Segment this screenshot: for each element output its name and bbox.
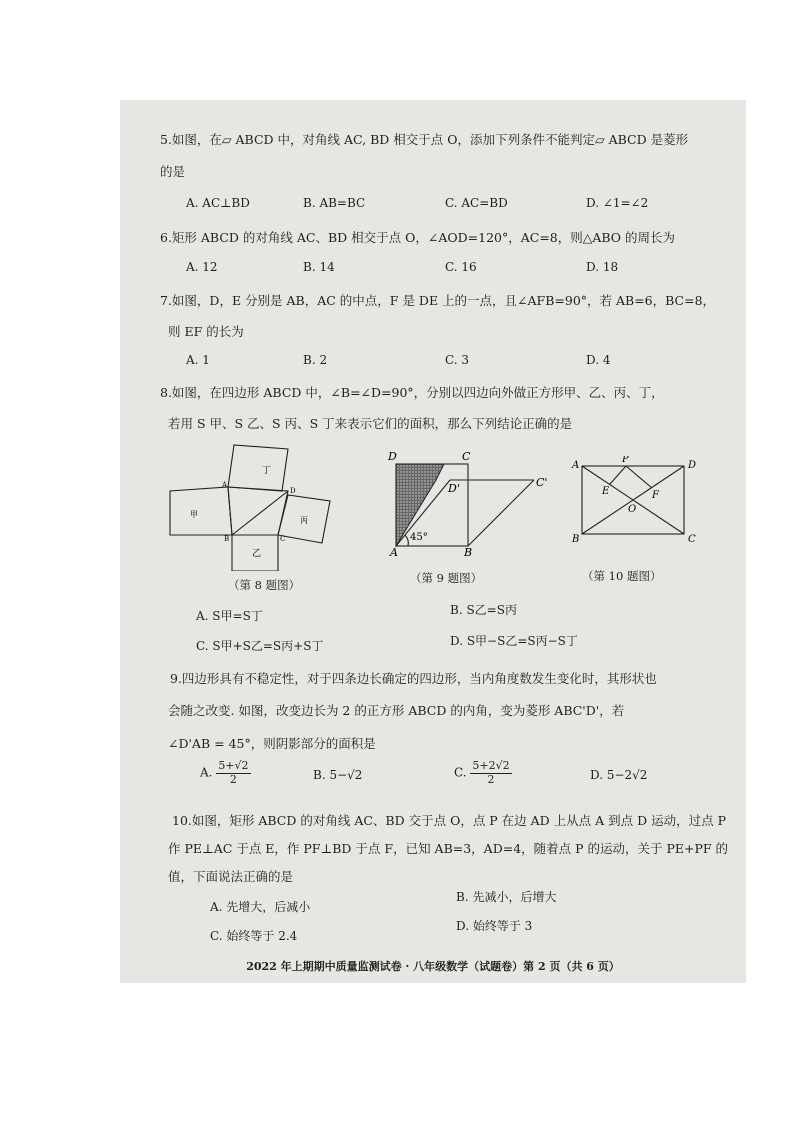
q5-stem-line2: 的是 xyxy=(160,164,186,179)
q7-option-b: B. 2 xyxy=(303,353,328,367)
label-a: A xyxy=(390,546,398,558)
square-ding xyxy=(228,445,288,491)
label-f: F xyxy=(652,490,659,501)
exam-page xyxy=(120,100,746,983)
quadrilateral-abcd xyxy=(228,487,288,535)
q10-stem-line3: 值，下面说法正确的是 xyxy=(168,869,294,884)
square-jia xyxy=(170,487,232,535)
label-a: A xyxy=(572,460,580,471)
q5-option-d: D. ∠1=∠2 xyxy=(586,196,649,210)
q8-option-d: D. S甲−S乙=S丙−S丁 xyxy=(450,634,578,648)
q9-option-b: B. 5−√2 xyxy=(313,768,363,782)
q8-option-c: C. S甲+S乙=S丙+S丁 xyxy=(196,639,324,653)
q6-option-a: A. 12 xyxy=(186,260,218,274)
figure-8-caption: （第 8 题图） xyxy=(228,578,301,592)
figure-8-squares xyxy=(166,443,336,571)
label-ding: 丁 xyxy=(262,466,272,476)
label-b: B xyxy=(224,535,230,543)
q10-stem-line1: 10.如图，矩形 ABCD 的对角线 AC、BD 交于点 O，点 P 在边 AD 上从点 A 到点 D 运动，过点 P xyxy=(172,813,727,828)
figure-10-caption: （第 10 题图） xyxy=(582,569,662,583)
q7-stem-line2: 则 EF 的长为 xyxy=(168,324,244,339)
q5-option-c: C. AC=BD xyxy=(445,196,508,210)
q5-option-a: A. AC⊥BD xyxy=(186,196,250,210)
label-d: D xyxy=(290,487,296,495)
q6-option-d: D. 18 xyxy=(586,260,619,274)
q9-stem-line3: ∠D'AB = 45°，则阴影部分的面积是 xyxy=(168,736,376,751)
q9-option-a-numerator: 5+√2 xyxy=(218,759,249,772)
q9-option-a-denominator: 2 xyxy=(229,772,237,786)
label-c-prime: C' xyxy=(536,476,548,489)
label-a: A xyxy=(222,481,228,489)
page-footer: 2022 年上期期中质量监测试卷 · 八年级数学（试题卷）第 2 页（共 6 页） xyxy=(246,960,620,973)
q10-stem-line2: 作 PE⊥AC 于点 E，作 PF⊥BD 于点 F，已知 AB=3，AD=4，随着点 P 的运动，关于 PE+PF 的 xyxy=(168,841,729,856)
label-p: P xyxy=(622,456,629,465)
q9-option-c xyxy=(454,760,512,786)
label-bing: 丙 xyxy=(300,516,308,525)
label-angle-45: 45° xyxy=(410,532,428,543)
q6-option-c: C. 16 xyxy=(445,260,477,274)
q9-stem-line2: 会随之改变. 如图，改变边长为 2 的正方形 ABCD 的内角，变为菱形 ABC'D'，若 xyxy=(168,703,625,718)
q10-option-b: B. 先减小，后增大 xyxy=(456,890,557,904)
q9-option-c-numerator: 5+2√2 xyxy=(472,759,510,772)
label-d-prime: D' xyxy=(448,482,460,495)
q7-option-d: D. 4 xyxy=(586,353,611,367)
q9-option-c-denominator: 2 xyxy=(487,772,495,786)
q8-option-a: A. S甲=S丁 xyxy=(196,609,263,623)
label-c: C xyxy=(280,535,286,543)
q9-option-a xyxy=(200,760,251,786)
label-c: C xyxy=(462,450,471,463)
q7-stem-line1: 7.如图，D，E 分别是 AB，AC 的中点，F 是 DE 上的一点，且∠AFB=90°，若 AB=6，BC=8， xyxy=(160,293,716,308)
q9-stem-line1: 9.四边形具有不稳定性，对于四条边长确定的四边形，当内角度数发生变化时，其形状也 xyxy=(170,671,657,686)
q8-option-b: B. S乙=S丙 xyxy=(450,603,517,617)
q6-option-b: B. 14 xyxy=(303,260,335,274)
label-b: B xyxy=(572,534,580,545)
label-e: E xyxy=(602,486,610,497)
q10-option-d: D. 始终等于 3 xyxy=(456,919,533,933)
q9-option-a-label: A. xyxy=(200,765,213,780)
label-c: C xyxy=(688,534,696,545)
label-yi: 乙 xyxy=(252,549,262,559)
q5-option-b: B. AB=BC xyxy=(303,196,366,210)
q7-option-a: A. 1 xyxy=(186,353,210,367)
figure-10-rectangle xyxy=(570,456,700,550)
q7-option-c: C. 3 xyxy=(445,353,470,367)
q9-option-c-fraction xyxy=(470,760,511,786)
label-jia: 甲 xyxy=(190,510,198,519)
label-d: D xyxy=(688,460,697,471)
q5-stem-line1: 5.如图，在▱ ABCD 中，对角线 AC, BD 相交于点 O，添加下列条件不能判定▱ ABCD 是菱形 xyxy=(160,132,689,147)
q10-option-c: C. 始终等于 2.4 xyxy=(210,929,298,943)
q8-stem-line2: 若用 S 甲、S 乙、S 丙、S 丁来表示它们的面积，那么下列结论正确的是 xyxy=(168,416,573,431)
label-o: O xyxy=(628,504,637,515)
figure-9-rhombus xyxy=(388,450,568,558)
q8-stem-line1: 8.如图，在四边形 ABCD 中，∠B=∠D=90°，分别以四边向外做正方形甲、乙、丙、丁， xyxy=(160,385,664,400)
q9-option-d: D. 5−2√2 xyxy=(590,768,648,782)
q10-option-a: A. 先增大，后减小 xyxy=(210,900,311,914)
q9-option-c-label: C. xyxy=(454,765,467,780)
q9-option-a-fraction xyxy=(216,760,250,786)
figure-9-caption: （第 9 题图） xyxy=(410,571,483,585)
label-d: D xyxy=(388,450,397,463)
q6-stem: 6.矩形 ABCD 的对角线 AC、BD 相交于点 O，∠AOD=120°，AC=8，则△ABO 的周长为 xyxy=(160,230,676,245)
label-b: B xyxy=(464,546,473,558)
